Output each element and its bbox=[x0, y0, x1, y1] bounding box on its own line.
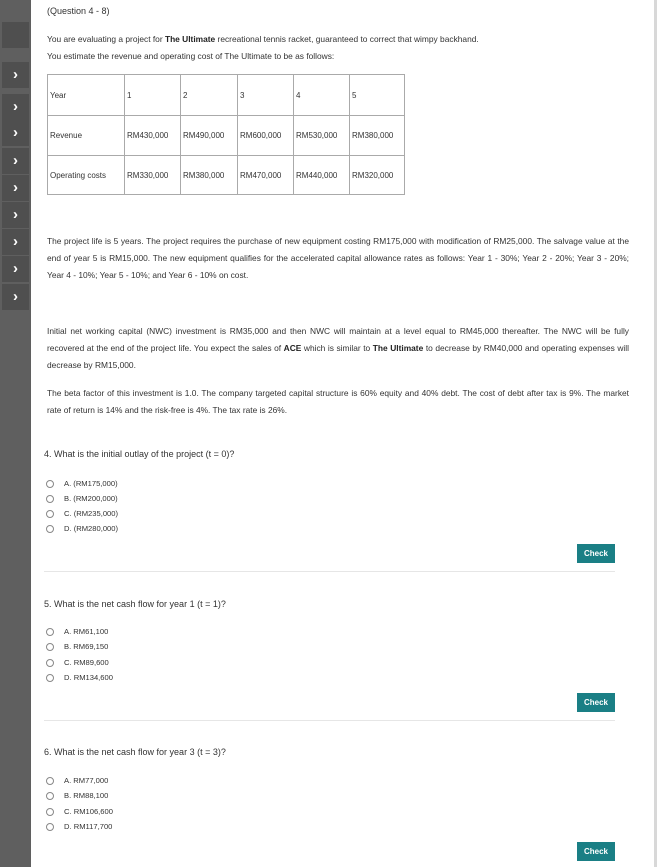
sidebar-toggle-chevron-right-icon[interactable] bbox=[2, 175, 29, 201]
option-label: C. RM89,600 bbox=[64, 658, 109, 667]
radio-button[interactable] bbox=[46, 480, 54, 488]
radio-button[interactable] bbox=[46, 659, 54, 667]
table-cell: RM430,000 bbox=[125, 116, 181, 156]
sidebar-block bbox=[2, 22, 29, 48]
intro-text: You are evaluating a project for bbox=[47, 34, 165, 44]
intro-paragraph bbox=[47, 31, 629, 65]
sidebar-toggle-chevron-right-icon[interactable] bbox=[2, 229, 29, 255]
option-label: A. RM77,000 bbox=[64, 776, 109, 785]
sidebar-toggle-chevron-right-icon[interactable] bbox=[2, 120, 29, 146]
option-label: B. (RM200,000) bbox=[64, 494, 118, 503]
table-cell: RM530,000 bbox=[294, 116, 350, 156]
option-label: D. RM117,700 bbox=[64, 822, 113, 831]
option-label: C. RM106,600 bbox=[64, 807, 113, 816]
option-label: A. (RM175,000) bbox=[64, 479, 118, 488]
option-row[interactable] bbox=[46, 790, 108, 802]
sidebar-toggle-chevron-right-icon[interactable] bbox=[2, 148, 29, 174]
check-button-q5[interactable]: Check bbox=[577, 693, 615, 712]
table-cell: RM380,000 bbox=[181, 156, 238, 195]
left-sidebar bbox=[0, 0, 31, 867]
option-label: D. RM134,600 bbox=[64, 673, 113, 682]
radio-button[interactable] bbox=[46, 792, 54, 800]
table-cell: 1 bbox=[125, 75, 181, 116]
nwc-text-end: to decrease by RM40,000 and operating expenses will decrease by RM15,000. bbox=[47, 343, 629, 370]
product-name: The Ultimate bbox=[372, 343, 424, 353]
option-row[interactable] bbox=[46, 508, 118, 520]
table-cell: 2 bbox=[181, 75, 238, 116]
question-4-text: 4. What is the initial outlay of the project (t = 0)? bbox=[44, 449, 235, 459]
option-row[interactable] bbox=[46, 626, 108, 638]
question-6-text: 6. What is the net cash flow for year 3 (t = 3)? bbox=[44, 747, 226, 757]
divider bbox=[44, 720, 615, 721]
nwc-text: Initial net working capital (NWC) investment is RM35,000 and then NWC will maintain at a level equal to RM45,000 thereafter. The NWC will be fully recovered at the end of the project life. You expect the sales of bbox=[47, 326, 629, 353]
table-cell: RM320,000 bbox=[350, 156, 405, 195]
table-row-operating-costs bbox=[48, 156, 405, 195]
option-label: D. (RM280,000) bbox=[64, 524, 119, 533]
beta-paragraph: The beta factor of this investment is 1.0. The company targeted capital structure is 60% equity and 40% debt. The cost of debt after tax is 9%. The market rate of return is 14% and the risk-free is 4%. The tax rate is 26%. bbox=[47, 388, 629, 415]
table-cell: 3 bbox=[238, 75, 294, 116]
table-cell: Operating costs bbox=[48, 156, 125, 195]
radio-button[interactable] bbox=[46, 643, 54, 651]
option-row[interactable] bbox=[46, 821, 112, 833]
radio-button[interactable] bbox=[46, 525, 54, 533]
table-cell: RM330,000 bbox=[125, 156, 181, 195]
table-cell: Revenue bbox=[48, 116, 125, 156]
sidebar-toggle-chevron-right-icon[interactable] bbox=[2, 256, 29, 282]
option-label: B. RM69,150 bbox=[64, 642, 109, 651]
table-cell: RM470,000 bbox=[238, 156, 294, 195]
check-button-q6[interactable]: Check bbox=[577, 842, 615, 861]
sidebar-toggle-chevron-right-icon[interactable] bbox=[2, 284, 29, 310]
option-row[interactable] bbox=[46, 672, 113, 684]
intro-line-2: You estimate the revenue and operating cost of The Ultimate to be as follows: bbox=[47, 51, 335, 61]
check-button-q4[interactable]: Check bbox=[577, 544, 615, 563]
radio-button[interactable] bbox=[46, 495, 54, 503]
option-row[interactable] bbox=[46, 493, 118, 505]
question-5-text: 5. What is the net cash flow for year 1 (t = 1)? bbox=[44, 599, 226, 609]
sidebar-toggle-chevron-right-icon[interactable] bbox=[2, 62, 29, 88]
radio-button[interactable] bbox=[46, 777, 54, 785]
option-row[interactable] bbox=[46, 806, 113, 818]
table-cell: RM440,000 bbox=[294, 156, 350, 195]
table-cell: 4 bbox=[294, 75, 350, 116]
option-row[interactable] bbox=[46, 657, 109, 669]
table-cell: RM490,000 bbox=[181, 116, 238, 156]
radio-button[interactable] bbox=[46, 823, 54, 831]
option-row[interactable] bbox=[46, 775, 108, 787]
question-range-header: (Question 4 - 8) bbox=[47, 6, 110, 16]
table-cell: RM600,000 bbox=[238, 116, 294, 156]
nwc-paragraph bbox=[47, 323, 629, 374]
table-row-revenue bbox=[48, 116, 405, 156]
table-cell: Year bbox=[48, 75, 125, 116]
radio-button[interactable] bbox=[46, 808, 54, 816]
nwc-text-mid: which is similar to bbox=[301, 343, 373, 353]
table-cell: RM380,000 bbox=[350, 116, 405, 156]
option-label: B. RM88,100 bbox=[64, 791, 109, 800]
radio-button[interactable] bbox=[46, 628, 54, 636]
option-row[interactable] bbox=[46, 478, 118, 490]
sidebar-toggle-chevron-right-icon[interactable] bbox=[2, 202, 29, 228]
sidebar-toggle-chevron-right-icon[interactable] bbox=[2, 94, 29, 120]
ace-name: ACE bbox=[283, 343, 302, 353]
option-row[interactable] bbox=[46, 641, 108, 653]
option-label: C. (RM235,000) bbox=[64, 509, 119, 518]
table-cell: 5 bbox=[350, 75, 405, 116]
divider bbox=[44, 571, 615, 572]
radio-button[interactable] bbox=[46, 510, 54, 518]
product-name: The Ultimate bbox=[164, 34, 216, 44]
quiz-content bbox=[31, 0, 654, 867]
revenue-cost-table bbox=[47, 74, 405, 195]
option-row[interactable] bbox=[46, 523, 118, 535]
intro-text-end: recreational tennis racket, guaranteed to correct that wimpy backhand. bbox=[215, 34, 479, 44]
option-label: A. RM61,100 bbox=[64, 627, 109, 636]
project-paragraph: The project life is 5 years. The project requires the purchase of new equipment costing RM175,000 with modification of RM25,000. The salvage value at the end of year 5 is RM15,000. The new equipment qualifies for the accelerated capital allowance rates as follows: Year 1 - 30%; Year 2 - 20%; Year 3 - 20%; Year 4 - 10%; Year 5 - 10%; and Year 6 - 10% on cost. bbox=[47, 236, 629, 280]
radio-button[interactable] bbox=[46, 674, 54, 682]
table-header-row bbox=[48, 75, 405, 116]
